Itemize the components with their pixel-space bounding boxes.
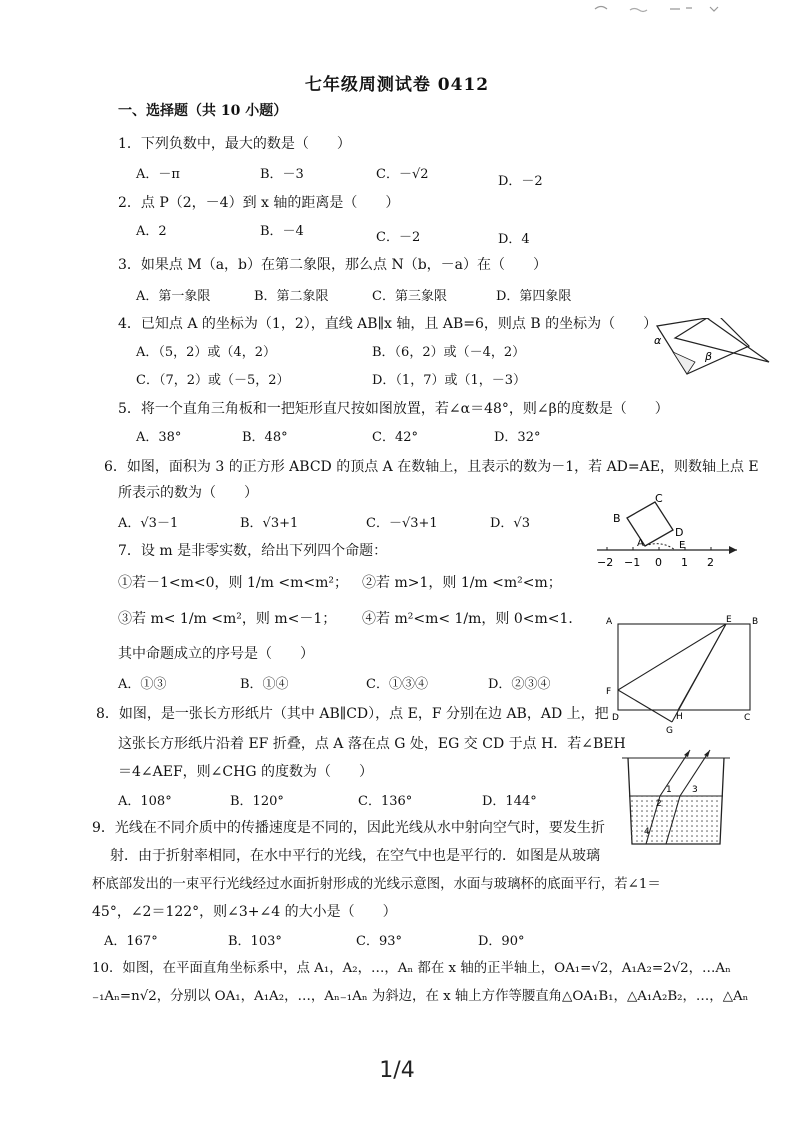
q1-option-b: B．－3 (260, 167, 304, 182)
question-8-stem-line3: ＝4∠AEF，则∠CHG 的度数为（ ） (118, 764, 373, 780)
q8-option-b: B．120° (230, 794, 284, 809)
angle-3-label: 3 (692, 785, 698, 795)
segment-eh (678, 624, 726, 710)
label-c: C (744, 713, 751, 723)
tick-0: 0 (655, 556, 662, 569)
q7-ask: 其中命题成立的序号是（ ） (118, 646, 314, 662)
label-f: F (606, 687, 612, 697)
q3-option-b: B．第二象限 (254, 289, 329, 304)
question-7-stem: 7．设 m 是非零实数，给出下列四个命题： (118, 543, 388, 559)
q9-option-a: A．167° (104, 934, 158, 949)
label-c: C (655, 492, 663, 505)
q3-option-a: A．第一象限 (136, 289, 211, 304)
ruler-shape (657, 318, 749, 374)
q7-option-a: A．①③ (118, 677, 167, 692)
q9-option-c: C．93° (356, 934, 402, 949)
overlap-shape (673, 352, 695, 374)
question-6-stem-line1: 6．如图，面积为 3 的正方形 ABCD 的顶点 A 在数轴上，且表示的数为－1，若 AD=AE，则数轴上点 E (104, 459, 759, 475)
page-title: 七年级周测试卷 0412 (304, 75, 490, 95)
tick-1: 1 (681, 556, 688, 569)
question-8-stem-line2: 这张长方形纸片沿着 EF 折叠，点 A 落在点 G 处，EG 交 CD 于点 H．若∠BEH (118, 736, 626, 752)
q6-option-b: B．√3+1 (240, 516, 299, 531)
q1-option-d: D．－2 (498, 174, 543, 189)
q5-option-d: D．32° (494, 430, 541, 445)
beta-label: β (705, 350, 713, 363)
angle-1-label: 1 (666, 785, 672, 795)
question-10-stem-line2: ₋₁Aₙ=n√2，分别以 OA₁，A₁A₂，…，Aₙ₋₁Aₙ 为斜边，在 x 轴上方作等腰直角△OA₁B₁，△A₁A₂B₂，…，△Aₙ (92, 989, 749, 1004)
q6-figure (593, 492, 743, 572)
q4-option-d: D．（1，7）或（1，－3） (372, 373, 527, 388)
label-e: E (726, 615, 732, 625)
q8-option-a: A．108° (118, 794, 172, 809)
q9-option-b: B．103° (228, 934, 282, 949)
q7-option-d: D．②③④ (488, 677, 551, 692)
tick-minus1: −1 (624, 556, 641, 569)
q1-option-c: C．－√2 (376, 167, 429, 182)
tick-minus2: −2 (597, 556, 614, 569)
triangle-shape (675, 318, 769, 362)
question-4-stem: 4．已知点 A 的坐标为（1，2），直线 AB∥x 轴，且 AB=6，则点 B 的坐标为（ ） (118, 316, 658, 332)
label-a: A (637, 538, 644, 549)
alpha-label: α (654, 334, 662, 347)
q2-option-d: D．4 (498, 232, 530, 247)
angle-2-label: 2 (656, 799, 662, 809)
section-heading: 一、选择题（共 10 小题） (118, 103, 288, 119)
q7-option-b: B．①④ (240, 677, 289, 692)
q5-figure (645, 318, 775, 380)
q4-option-a: A．（5，2）或（4，2） (136, 345, 276, 360)
q1-option-a: A．－π (136, 167, 180, 182)
arrow-icon (684, 750, 690, 757)
q7-option-c: C．①③④ (366, 677, 428, 692)
q2-option-a: A．2 (136, 224, 167, 239)
q5-option-c: C．42° (372, 430, 418, 445)
label-b: B (613, 512, 621, 525)
label-b: B (752, 617, 759, 627)
arrow-icon (729, 546, 737, 554)
scan-noise-icon (590, 1, 730, 15)
ray-1-air (660, 750, 690, 796)
question-9-stem-line1: 9．光线在不同介质中的传播速度是不同的，因此光线从水中射向空气时，要发生折 (92, 820, 605, 836)
question-8-stem-line1: 8．如图，是一张长方形纸片（其中 AB∥CD），点 E，F 分别在边 AB，AD 上，把 (96, 706, 609, 722)
q3-option-c: C．第三象限 (372, 289, 447, 304)
square-abcd (627, 502, 673, 546)
page-number: 1/4 (379, 1058, 415, 1083)
q2-option-c: C．－2 (376, 230, 421, 245)
question-9-stem-line3: 杯底部发出的一束平行光线经过水面折射形成的光线示意图，水面与玻璃杯的底面平行，若∠1＝ (92, 877, 661, 892)
scan-artifacts (590, 0, 730, 14)
label-a: A (606, 617, 613, 627)
q7-proposition-2: ②若 m>1，则 1/m <m²<m； (362, 575, 562, 591)
q7-proposition-4: ④若 m²<m< 1/m，则 0<m<1． (362, 611, 583, 627)
q7-proposition-3: ③若 m< 1/m <m²，则 m<－1； (118, 611, 337, 627)
q8-option-c: C．136° (358, 794, 413, 809)
rectangle-abcd (618, 624, 750, 710)
arrow-icon (704, 750, 710, 757)
label-d: D (675, 526, 684, 539)
question-9-stem-line2: 射．由于折射率相同，在水中平行的光线，在空气中也是平行的．如图是从玻璃 (110, 848, 600, 864)
question-1-stem: 1．下列负数中，最大的数是（ ） (118, 136, 351, 152)
segment-fg (618, 690, 672, 722)
q6-option-a: A．√3－1 (118, 516, 179, 531)
question-6-stem-line2: 所表示的数为（ ） (118, 485, 258, 501)
q6-option-d: D．√3 (490, 516, 530, 531)
question-10-stem-line1: 10．如图，在平面直角坐标系中，点 A₁，A₂，…，Aₙ 都在 x 轴的正半轴上，OA₁=√2，A₁A₂=2√2，…Aₙ (92, 961, 731, 976)
q5-option-a: A．38° (136, 430, 182, 445)
tick-2: 2 (707, 556, 714, 569)
label-e: E (679, 540, 686, 551)
q5-option-b: B．48° (242, 430, 288, 445)
q3-option-d: D．第四象限 (496, 289, 572, 304)
label-g: G (666, 726, 673, 734)
q9-option-d: D．90° (478, 934, 525, 949)
angle-4-label: 4 (644, 827, 650, 837)
q9-figure (620, 744, 732, 850)
q8-option-d: D．144° (482, 794, 537, 809)
q6-option-c: C．－√3+1 (366, 516, 438, 531)
question-3-stem: 3．如果点 M（a，b）在第二象限，那么点 N（b，－a）在（ ） (118, 257, 548, 273)
q4-option-c: C．（7，2）或（－5，2） (136, 373, 290, 388)
question-5-stem: 5．将一个直角三角板和一把矩形直尺按如图放置，若∠α＝48°，则∠β的度数是（ ） (118, 401, 669, 417)
label-d: D (612, 713, 619, 723)
question-9-stem-line4: 45°，∠2＝122°，则∠3+∠4 的大小是（ ） (92, 904, 397, 920)
fold-line-ef (618, 624, 726, 690)
arc-ae (645, 544, 675, 550)
q4-option-b: B．（6，2）或（－4，2） (372, 345, 526, 360)
q2-option-b: B．－4 (260, 224, 304, 239)
q7-proposition-1: ①若－1<m<0，则 1/m <m<m²； (118, 575, 348, 591)
q8-figure (604, 614, 764, 734)
label-h: H (676, 712, 683, 722)
question-2-stem: 2．点 P（2，－4）到 x 轴的距离是（ ） (118, 195, 400, 211)
